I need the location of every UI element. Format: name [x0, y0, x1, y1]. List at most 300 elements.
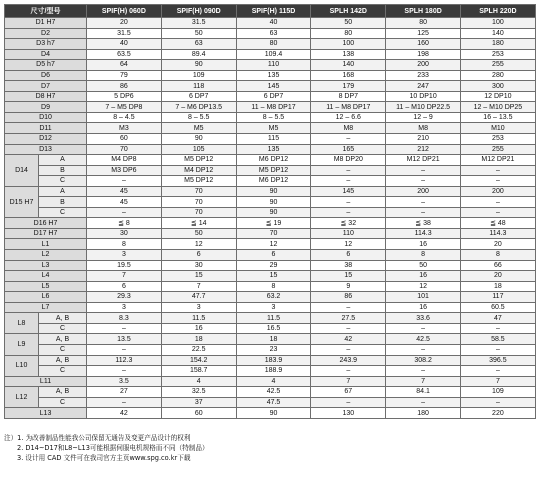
table-row [5, 207, 536, 218]
value-cell: 20 [87, 18, 162, 29]
table-row [5, 102, 536, 113]
value-cell: 19.5 [87, 260, 162, 271]
table-row [5, 260, 536, 271]
value-cell: 60 [161, 408, 236, 419]
value-cell: 45 [87, 186, 162, 197]
value-cell: 16 [386, 271, 461, 282]
value-cell: 18 [161, 334, 236, 345]
row-label: D17 H7 [5, 228, 87, 239]
value-cell: 7 [311, 376, 386, 387]
value-cell: 198 [386, 49, 461, 60]
note-line: 注）1. 为改善制品性能我公司保留无通告及变更产品设计的权利 [4, 434, 191, 442]
value-cell: – [461, 165, 536, 176]
value-cell: 6 DP7 [236, 91, 311, 102]
value-cell: M8 DP20 [311, 155, 386, 166]
value-cell: ≦ 32 [311, 218, 386, 229]
table-row [5, 70, 536, 81]
header-label-cell: 尺寸/型号 [5, 5, 87, 18]
table-row [5, 49, 536, 60]
row-label: L13 [5, 408, 87, 419]
value-cell: 12 – M10 DP25 [461, 102, 536, 113]
table-row [5, 155, 536, 166]
value-cell: – [311, 176, 386, 187]
value-cell: 114.3 [461, 228, 536, 239]
value-cell: 27 [87, 387, 162, 398]
value-cell: – [461, 397, 536, 408]
value-cell: 7 [461, 376, 536, 387]
value-cell: M5 [161, 123, 236, 134]
value-cell: 47 [461, 313, 536, 324]
table-row [5, 60, 536, 71]
value-cell: 86 [87, 81, 162, 92]
value-cell: 7 [161, 281, 236, 292]
value-cell: 210 [386, 134, 461, 145]
header-model-cell: SPIF(H) 060D [87, 5, 162, 18]
value-cell: 42.5 [386, 334, 461, 345]
table-row [5, 91, 536, 102]
value-cell: 89.4 [161, 49, 236, 60]
value-cell: 20 [461, 271, 536, 282]
value-cell: – [87, 176, 162, 187]
value-cell: M3 [87, 123, 162, 134]
row-label: D12 [5, 134, 87, 145]
value-cell: 29.3 [87, 292, 162, 303]
table-row [5, 366, 536, 377]
variant-label: C [39, 176, 87, 187]
variant-label: C [39, 366, 87, 377]
value-cell: 11 – M8 DP17 [311, 102, 386, 113]
value-cell: – [87, 323, 162, 334]
group-label: L8 [5, 313, 39, 334]
note-line: 2. D14~D17和L8~L13可能根据伺服电机规格而不同（特制品） [17, 444, 209, 452]
header-row [5, 5, 536, 18]
value-cell: 31.5 [161, 18, 236, 29]
value-cell: 8 – 5.5 [236, 112, 311, 123]
value-cell: 3 [87, 302, 162, 313]
value-cell: 70 [87, 144, 162, 155]
value-cell: 101 [386, 292, 461, 303]
table-row [5, 355, 536, 366]
value-cell: 86 [311, 292, 386, 303]
value-cell: – [461, 207, 536, 218]
header-model-cell: SPIF(H) 090D [161, 5, 236, 18]
value-cell: 105 [161, 144, 236, 155]
value-cell: 7 [386, 376, 461, 387]
row-label: L2 [5, 250, 87, 261]
header-model-cell: SPIF(H) 115D [236, 5, 311, 18]
value-cell: 11 – M8 DP17 [236, 102, 311, 113]
row-label: D7 [5, 81, 87, 92]
row-label: D5 h7 [5, 60, 87, 71]
row-label: D9 [5, 102, 87, 113]
row-label: L5 [5, 281, 87, 292]
variant-label: A, B [39, 355, 87, 366]
variant-label: A [39, 155, 87, 166]
value-cell: 30 [87, 228, 162, 239]
value-cell: 42.5 [236, 387, 311, 398]
value-cell: 200 [386, 186, 461, 197]
value-cell: M12 DP21 [461, 155, 536, 166]
value-cell: 18 [461, 281, 536, 292]
value-cell: 80 [311, 28, 386, 39]
value-cell: 67 [311, 387, 386, 398]
value-cell: – [461, 176, 536, 187]
value-cell: 125 [386, 28, 461, 39]
row-label: D4 [5, 49, 87, 60]
value-cell: 32.5 [161, 387, 236, 398]
value-cell: 243.9 [311, 355, 386, 366]
value-cell: 255 [461, 60, 536, 71]
value-cell: – [386, 323, 461, 334]
value-cell: 5 DP6 [87, 91, 162, 102]
value-cell: – [311, 302, 386, 313]
value-cell: 158.7 [161, 366, 236, 377]
value-cell: 12 [236, 239, 311, 250]
value-cell: 200 [461, 186, 536, 197]
value-cell: – [311, 397, 386, 408]
value-cell: 66 [461, 260, 536, 271]
value-cell: M3 DP6 [87, 165, 162, 176]
value-cell: – [87, 207, 162, 218]
value-cell: – [311, 134, 386, 145]
variant-label: A, B [39, 387, 87, 398]
value-cell: – [386, 176, 461, 187]
group-label: L9 [5, 334, 39, 355]
value-cell: 90 [236, 207, 311, 218]
value-cell: – [461, 366, 536, 377]
variant-label: C [39, 344, 87, 355]
value-cell: 6 [161, 250, 236, 261]
value-cell: 90 [161, 60, 236, 71]
table-row [5, 144, 536, 155]
variant-label: B [39, 165, 87, 176]
value-cell: M6 DP12 [236, 176, 311, 187]
value-cell: 118 [161, 81, 236, 92]
value-cell: 253 [461, 49, 536, 60]
value-cell: 8 DP7 [311, 91, 386, 102]
row-label: D13 [5, 144, 87, 155]
table-row [5, 81, 536, 92]
value-cell: 9 [311, 281, 386, 292]
value-cell: 70 [236, 228, 311, 239]
value-cell: 63 [236, 28, 311, 39]
value-cell: M8 [386, 123, 461, 134]
value-cell: 79 [87, 70, 162, 81]
value-cell: M5 DP12 [161, 155, 236, 166]
value-cell: 58.5 [461, 334, 536, 345]
variant-label: C [39, 397, 87, 408]
row-label: D3 h7 [5, 39, 87, 50]
value-cell: 280 [461, 70, 536, 81]
value-cell: 37 [161, 397, 236, 408]
variant-label: A, B [39, 334, 87, 345]
value-cell: 27.5 [311, 313, 386, 324]
value-cell: M5 DP12 [161, 176, 236, 187]
value-cell: – [311, 344, 386, 355]
value-cell: 29 [236, 260, 311, 271]
value-cell: 7 [87, 271, 162, 282]
value-cell: – [461, 197, 536, 208]
variant-label: A, B [39, 313, 87, 324]
variant-label: C [39, 323, 87, 334]
value-cell: 179 [311, 81, 386, 92]
value-cell: 135 [236, 70, 311, 81]
value-cell: 180 [461, 39, 536, 50]
value-cell: – [311, 366, 386, 377]
value-cell: – [386, 344, 461, 355]
value-cell: – [87, 344, 162, 355]
group-label: L10 [5, 355, 39, 376]
value-cell: 7 – M5 DP8 [87, 102, 162, 113]
value-cell: 90 [236, 197, 311, 208]
value-cell: ≦ 48 [461, 218, 536, 229]
table-row [5, 176, 536, 187]
value-cell: 3 [87, 250, 162, 261]
value-cell: – [386, 165, 461, 176]
table-row [5, 228, 536, 239]
value-cell: 50 [161, 28, 236, 39]
value-cell: 8 [461, 250, 536, 261]
value-cell: M5 [236, 123, 311, 134]
table-row [5, 292, 536, 303]
value-cell: 212 [386, 144, 461, 155]
value-cell: 7 – M6 DP13.5 [161, 102, 236, 113]
value-cell: 220 [461, 408, 536, 419]
table-row [5, 218, 536, 229]
group-label: L12 [5, 387, 39, 408]
value-cell: 31.5 [87, 28, 162, 39]
table-row [5, 302, 536, 313]
value-cell: 6 [311, 250, 386, 261]
value-cell: 40 [236, 18, 311, 29]
table-row [5, 112, 536, 123]
table-row [5, 186, 536, 197]
value-cell: 90 [236, 186, 311, 197]
value-cell: 247 [386, 81, 461, 92]
value-cell: 12 [161, 239, 236, 250]
value-cell: 42 [311, 334, 386, 345]
value-cell: 160 [386, 39, 461, 50]
table-row [5, 408, 536, 419]
value-cell: 70 [161, 186, 236, 197]
table-row [5, 376, 536, 387]
value-cell: 10 DP10 [386, 91, 461, 102]
row-label: L6 [5, 292, 87, 303]
value-cell: 63.2 [236, 292, 311, 303]
dimension-table [4, 4, 536, 419]
value-cell: 16 [386, 239, 461, 250]
row-label: D8 H7 [5, 91, 87, 102]
table-row [5, 334, 536, 345]
value-cell: 47.7 [161, 292, 236, 303]
value-cell: ≦ 19 [236, 218, 311, 229]
value-cell: 22.5 [161, 344, 236, 355]
value-cell: 18 [236, 334, 311, 345]
value-cell: 12 – 6.6 [311, 112, 386, 123]
value-cell: 12 [386, 281, 461, 292]
variant-label: B [39, 197, 87, 208]
value-cell: 109.4 [236, 49, 311, 60]
table-row [5, 397, 536, 408]
variant-label: A [39, 186, 87, 197]
value-cell: M6 DP12 [236, 155, 311, 166]
value-cell: 135 [236, 144, 311, 155]
value-cell: M10 [461, 123, 536, 134]
value-cell: 138 [311, 49, 386, 60]
value-cell: 60 [87, 134, 162, 145]
value-cell: 15 [311, 271, 386, 282]
value-cell: 8 [236, 281, 311, 292]
table-row [5, 165, 536, 176]
group-label: D14 [5, 155, 39, 187]
value-cell: 130 [311, 408, 386, 419]
value-cell: 8 [386, 250, 461, 261]
variant-label: C [39, 207, 87, 218]
value-cell: 165 [311, 144, 386, 155]
notes-block [4, 433, 535, 463]
value-cell: 396.5 [461, 355, 536, 366]
value-cell: 50 [386, 260, 461, 271]
value-cell: – [311, 165, 386, 176]
table-row [5, 123, 536, 134]
value-cell: ≦ 38 [386, 218, 461, 229]
value-cell: 40 [87, 39, 162, 50]
value-cell: 4 [236, 376, 311, 387]
value-cell: 11.5 [161, 313, 236, 324]
table-row [5, 134, 536, 145]
value-cell: 16 [386, 302, 461, 313]
table-row [5, 250, 536, 261]
value-cell: 8 [87, 239, 162, 250]
value-cell: 16 – 13.5 [461, 112, 536, 123]
value-cell: M8 [311, 123, 386, 134]
table-row [5, 39, 536, 50]
row-label: D1 H7 [5, 18, 87, 29]
value-cell: 308.2 [386, 355, 461, 366]
value-cell: 255 [461, 144, 536, 155]
value-cell: 300 [461, 81, 536, 92]
table-row [5, 28, 536, 39]
value-cell: 6 DP7 [161, 91, 236, 102]
value-cell: 15 [161, 271, 236, 282]
row-label: L1 [5, 239, 87, 250]
table-row [5, 18, 536, 29]
header-model-cell: SPLH 220D [461, 5, 536, 18]
value-cell: 110 [236, 60, 311, 71]
value-cell: 15 [236, 271, 311, 282]
value-cell: – [386, 207, 461, 218]
value-cell: 33.6 [386, 313, 461, 324]
value-cell: 100 [311, 39, 386, 50]
row-label: D6 [5, 70, 87, 81]
value-cell: 109 [461, 387, 536, 398]
value-cell: 64 [87, 60, 162, 71]
value-cell: 8 – 5.5 [161, 112, 236, 123]
table-body [5, 18, 536, 419]
value-cell: 11.5 [236, 313, 311, 324]
header-model-cell: SPLH 180D [386, 5, 461, 18]
value-cell: 20 [461, 239, 536, 250]
row-label: L11 [5, 376, 87, 387]
value-cell: 233 [386, 70, 461, 81]
table-row [5, 197, 536, 208]
value-cell: M4 DP12 [161, 165, 236, 176]
value-cell: – [87, 366, 162, 377]
value-cell: 183.9 [236, 355, 311, 366]
value-cell: 4 [161, 376, 236, 387]
table-row [5, 281, 536, 292]
value-cell: 63 [161, 39, 236, 50]
value-cell: 154.2 [161, 355, 236, 366]
table-row [5, 239, 536, 250]
table-row [5, 323, 536, 334]
value-cell: 188.9 [236, 366, 311, 377]
value-cell: 12 [311, 239, 386, 250]
value-cell: 140 [311, 60, 386, 71]
value-cell: 110 [311, 228, 386, 239]
row-label: L3 [5, 260, 87, 271]
value-cell: 12 DP10 [461, 91, 536, 102]
note-line: 3. 设计用 CAD 文件可在我司官方主页www.spg.co.kr下载 [17, 454, 191, 462]
value-cell: 145 [311, 186, 386, 197]
row-label: D10 [5, 112, 87, 123]
value-cell: ≦ 14 [161, 218, 236, 229]
row-label: D2 [5, 28, 87, 39]
value-cell: 12 – 9 [386, 112, 461, 123]
value-cell: 6 [87, 281, 162, 292]
value-cell: 16 [161, 323, 236, 334]
value-cell: 42 [87, 408, 162, 419]
value-cell: 140 [461, 28, 536, 39]
value-cell: 90 [236, 408, 311, 419]
value-cell: M12 DP21 [386, 155, 461, 166]
table-row [5, 313, 536, 324]
value-cell: 16.5 [236, 323, 311, 334]
table-row [5, 271, 536, 282]
value-cell: 50 [311, 18, 386, 29]
value-cell: – [386, 197, 461, 208]
value-cell: 100 [461, 18, 536, 29]
value-cell: 112.3 [87, 355, 162, 366]
value-cell: 3 [161, 302, 236, 313]
value-cell: 114.3 [386, 228, 461, 239]
value-cell: 70 [161, 197, 236, 208]
value-cell: – [461, 344, 536, 355]
value-cell: M4 DP8 [87, 155, 162, 166]
value-cell: 80 [386, 18, 461, 29]
row-label: D11 [5, 123, 87, 134]
row-label: D16 H7 [5, 218, 87, 229]
value-cell: 38 [311, 260, 386, 271]
value-cell: 109 [161, 70, 236, 81]
row-label: L4 [5, 271, 87, 282]
value-cell: 30 [161, 260, 236, 271]
value-cell: 168 [311, 70, 386, 81]
value-cell: 11 – M10 DP22.5 [386, 102, 461, 113]
value-cell: – [461, 323, 536, 334]
value-cell: – [311, 323, 386, 334]
value-cell: 8.3 [87, 313, 162, 324]
value-cell: 117 [461, 292, 536, 303]
value-cell: – [311, 207, 386, 218]
value-cell: 70 [161, 207, 236, 218]
value-cell: 90 [161, 134, 236, 145]
group-label: D15 H7 [5, 186, 39, 218]
value-cell: 63.5 [87, 49, 162, 60]
value-cell: 3.5 [87, 376, 162, 387]
value-cell: – [311, 197, 386, 208]
table-row [5, 387, 536, 398]
